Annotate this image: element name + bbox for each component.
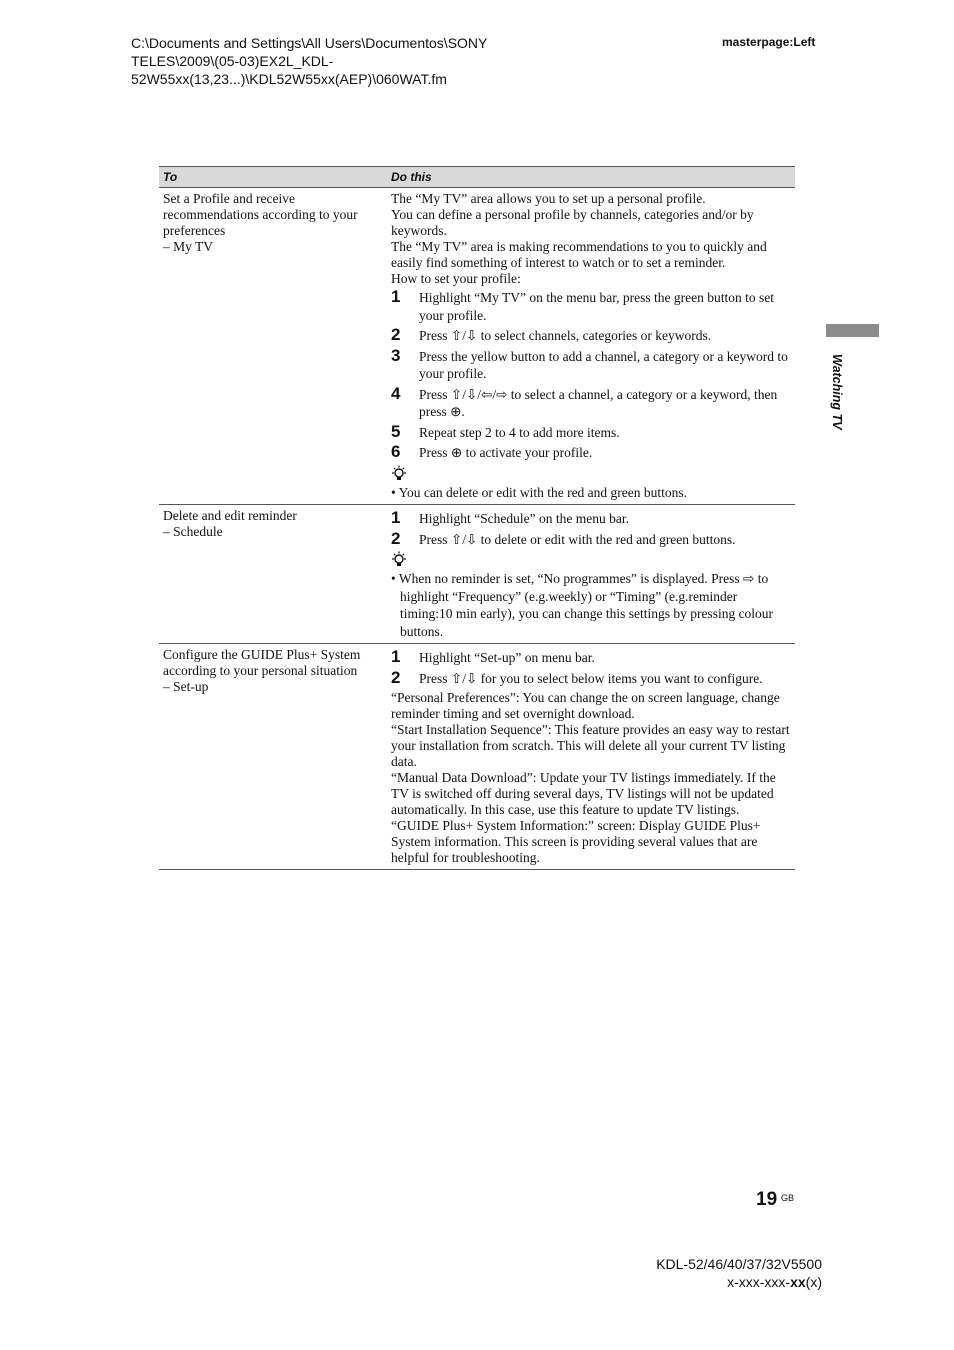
step bbox=[391, 649, 791, 667]
to-line: – Schedule bbox=[163, 524, 223, 539]
step-text: Press ⊕ to activate your profile. bbox=[419, 445, 593, 460]
step-text: Highlight “Schedule” on the menu bar. bbox=[419, 511, 629, 526]
step-text: Highlight “My TV” on the menu bar, press the green button to set your profile. bbox=[419, 290, 775, 323]
to-line: preferences bbox=[163, 223, 226, 238]
step-number: 1 bbox=[391, 647, 401, 666]
code-prefix: x-xxx-xxx- bbox=[727, 1274, 791, 1290]
step bbox=[391, 383, 791, 421]
step bbox=[391, 327, 791, 345]
to-line: Configure the GUIDE Plus+ System bbox=[163, 647, 361, 662]
table-row bbox=[159, 644, 795, 870]
step-text: Press ⇧/⇩/⇦/⇨ to select a channel, a category or a keyword, then press ⊕. bbox=[419, 386, 778, 419]
step bbox=[391, 289, 791, 324]
cell-to bbox=[159, 505, 387, 644]
step-text: Press ⇧/⇩ for you to select below items you want to configure. bbox=[419, 670, 763, 686]
step-number: 6 bbox=[391, 442, 401, 461]
step bbox=[391, 510, 791, 528]
step-number: 1 bbox=[391, 508, 401, 527]
step-number: 1 bbox=[391, 287, 401, 306]
setup-item-text: “Start Installation Sequence”: This feature provides an easy way to restart your installation from scratch. This will delete all your current TV listing data. bbox=[391, 722, 790, 769]
step-number: 3 bbox=[391, 345, 401, 365]
intro-text: How to set your profile: bbox=[391, 271, 521, 286]
to-line: according to your personal situation bbox=[163, 663, 358, 678]
code-bold: xx bbox=[790, 1274, 806, 1290]
cell-to bbox=[159, 644, 387, 870]
document-code bbox=[656, 1273, 822, 1291]
setup-item-text: “GUIDE Plus+ System Information:” screen: Display GUIDE Plus+ System information. This screen is providing several values that are helpful for troubleshooting. bbox=[391, 818, 761, 865]
step bbox=[391, 667, 791, 688]
page-number-suffix: GB bbox=[781, 1193, 795, 1203]
lightbulb-hint-icon bbox=[391, 465, 407, 483]
step bbox=[391, 444, 791, 462]
section-tab-marker bbox=[826, 324, 879, 337]
step-number: 2 bbox=[391, 528, 401, 548]
model-number: KDL-52/46/40/37/32V5500 bbox=[656, 1256, 822, 1272]
step-text: Highlight “Set-up” on menu bar. bbox=[419, 650, 595, 665]
section-tab-label: Watching TV bbox=[830, 354, 844, 430]
instructions-table bbox=[159, 166, 795, 870]
to-line: – My TV bbox=[163, 239, 214, 254]
to-line: Set a Profile and receive bbox=[163, 191, 295, 206]
step-number: 4 bbox=[391, 383, 401, 403]
hint-text: • When no reminder is set, “No programmes” is displayed. Press ⇨ to highlight “Frequency” (e.g.weekly) or “Timing” (e.g.reminder timing:10 min early), you can change this settings by pressing colour buttons. bbox=[391, 571, 774, 639]
code-suffix: (x) bbox=[805, 1274, 822, 1290]
page-number: 19 bbox=[756, 1189, 778, 1210]
step-number: 2 bbox=[391, 325, 401, 344]
model-info bbox=[656, 1255, 822, 1291]
setup-item-text: “Personal Preferences”: You can change the on screen language, change reminder timing and set overnight download. bbox=[391, 690, 780, 721]
masterpage-label: masterpage:Left bbox=[722, 35, 816, 49]
step-text: Press ⇧/⇩ to delete or edit with the red and green buttons. bbox=[419, 531, 736, 547]
cell-to bbox=[159, 188, 387, 505]
intro-text: The “My TV” area allows you to set up a personal profile. bbox=[391, 191, 706, 206]
table-row bbox=[159, 505, 795, 644]
file-path: C:\Documents and Settings\All Users\Documentos\SONY TELES\2009\(05-03)EX2L_KDL- 52W55xx(13,23...)\KDL52W55xx(AEP)\060WAT.fm bbox=[131, 35, 488, 87]
step-text: Press ⇧/⇩ to select channels, categories or keywords. bbox=[419, 328, 712, 343]
step-text: Press the yellow button to add a channel, a category or a keyword to your profile. bbox=[419, 348, 788, 381]
to-line: recommendations according to your bbox=[163, 207, 358, 222]
table-header-row bbox=[159, 167, 795, 188]
hint-text: • You can delete or edit with the red and green buttons. bbox=[391, 484, 688, 500]
intro-text: The “My TV” area is making recommendations to you to quickly and easily find something of interest to watch or to set a reminder. bbox=[391, 239, 767, 270]
cell-do-this bbox=[387, 644, 795, 870]
to-line: Delete and edit reminder bbox=[163, 508, 297, 523]
cell-do-this bbox=[387, 188, 795, 505]
lightbulb-hint-icon bbox=[391, 551, 407, 569]
table-row bbox=[159, 188, 795, 505]
column-header-to: To bbox=[159, 167, 387, 188]
column-header-do-this: Do this bbox=[387, 167, 795, 188]
step bbox=[391, 421, 791, 442]
setup-item-text: “Manual Data Download”: Update your TV listings immediately. If the TV is switched off during several days, TV listings will not be updated automatically. In this case, use this feature to update TV listings. bbox=[391, 770, 776, 817]
step bbox=[391, 528, 791, 549]
to-line: – Set-up bbox=[163, 679, 209, 694]
step-number: 2 bbox=[391, 667, 401, 687]
step-number: 5 bbox=[391, 421, 401, 441]
cell-do-this bbox=[387, 505, 795, 644]
step bbox=[391, 345, 791, 383]
intro-text: You can define a personal profile by channels, categories and/or by keywords. bbox=[391, 207, 754, 238]
step-text: Repeat step 2 to 4 to add more items. bbox=[419, 424, 620, 440]
